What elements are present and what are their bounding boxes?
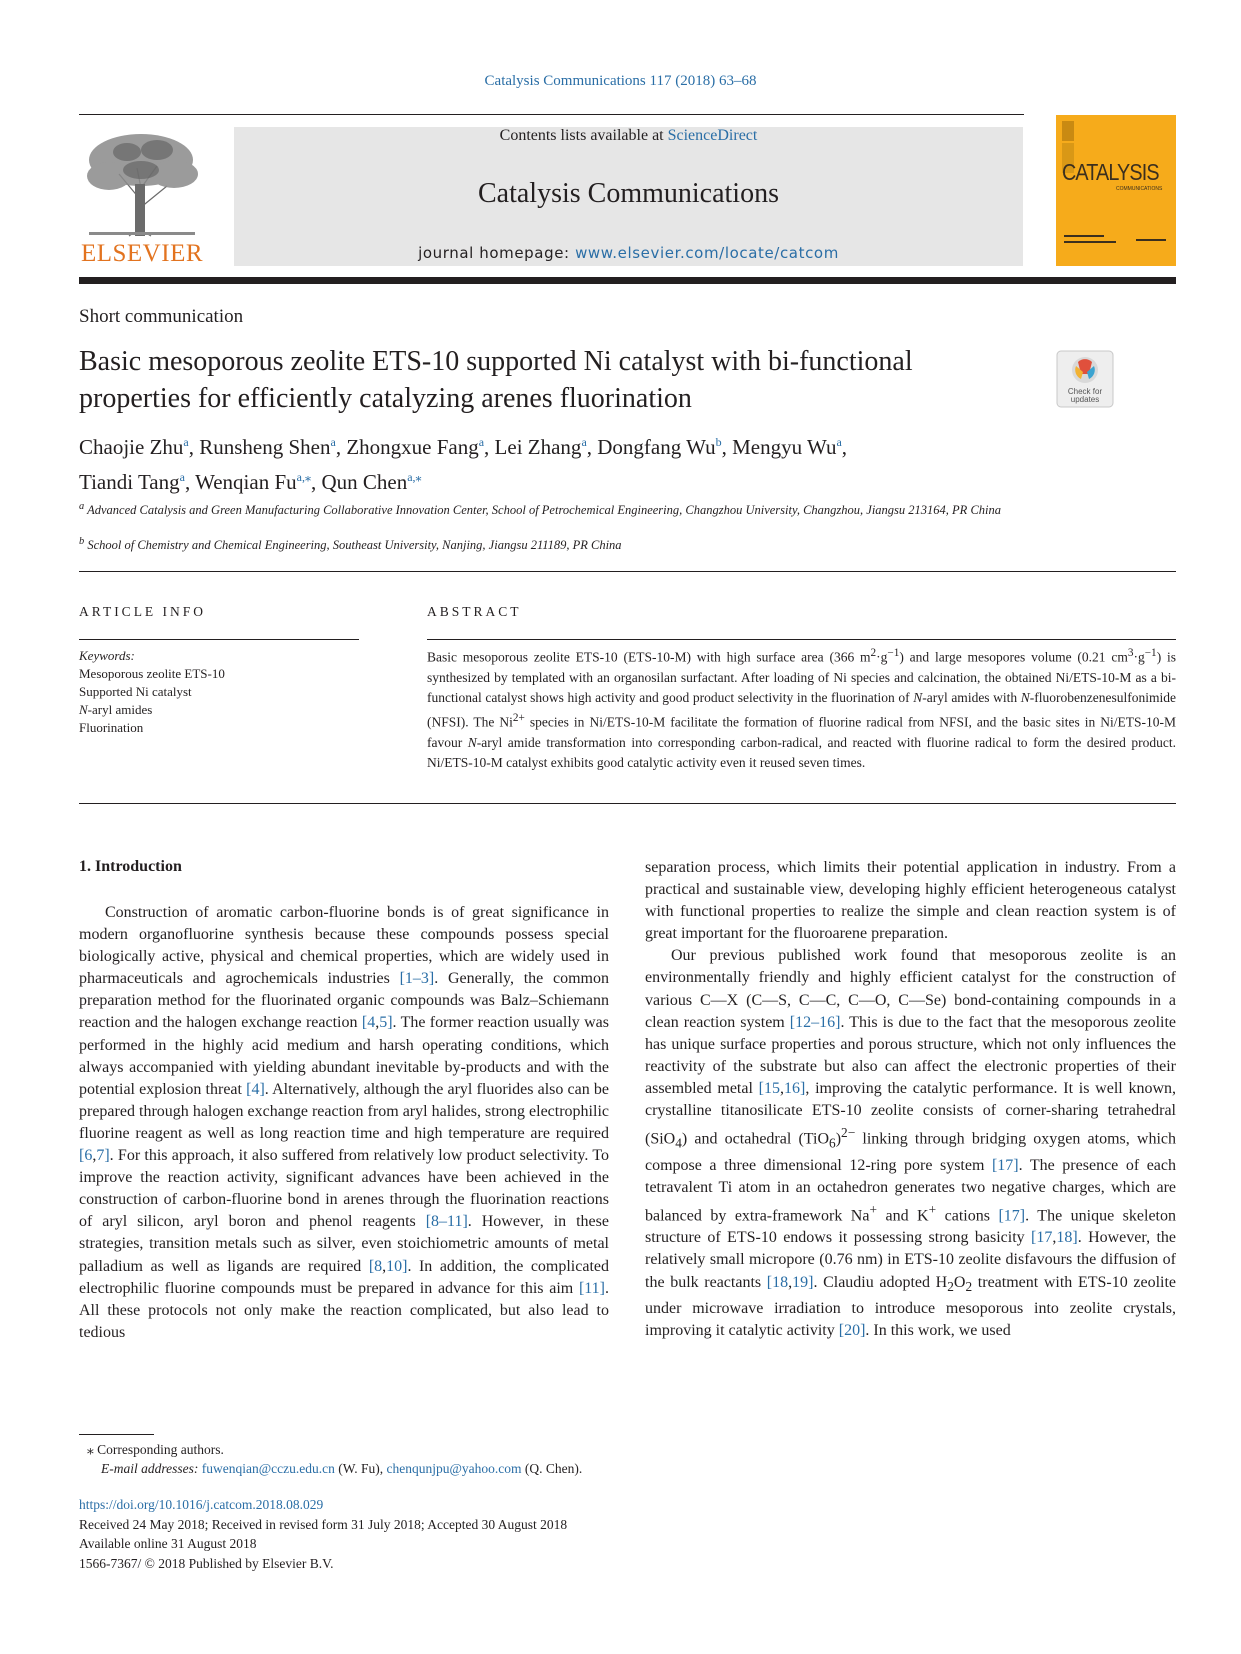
footnote bbox=[79, 1440, 979, 1478]
author-list: Chaojie Zhu$^a$, Runsheng Shen$^a$, Zhongxue Fang$^a$, Lei Zhang$^a$, Dongfang Wu$^b$, Mengyu Wu$^a$, Tiandi Tang$^a$, Wenqian $Fu^{a,⁎}$, Qun Chen$^{a,⁎}$ bbox=[79, 435, 848, 494]
citation-link[interactable]: [4 bbox=[361, 1014, 376, 1032]
article-type: Short communication bbox=[79, 306, 244, 327]
citation-link[interactable]: [11] bbox=[578, 1279, 605, 1297]
author-affiliation-mark[interactable]: b bbox=[715, 435, 722, 449]
keywords-block bbox=[79, 647, 369, 737]
intro-paragraph-1-continued: separation process, which limits their potential application in industry. From a practical and sustainable view, developing highly efficient heterogeneous catalyst with functional properties to realize the simple and clean reaction system is of great important for the fluoroarene preparation. bbox=[645, 859, 1176, 943]
footnote-rule bbox=[79, 1434, 154, 1435]
journal-homepage-link[interactable]: www.elsevier.com/locate/catcom bbox=[575, 244, 839, 262]
doi-link[interactable]: https://doi.org/10.1016/j.catcom.2018.08.029 bbox=[79, 1497, 324, 1512]
citation-link[interactable]: 18] bbox=[1056, 1229, 1078, 1247]
citation-link[interactable]: [18 bbox=[766, 1273, 789, 1291]
article-info-heading: ARTICLE INFO bbox=[79, 604, 207, 619]
copyright: 1566-7367/ © 2018 Published by Elsevier B.V. bbox=[79, 1555, 334, 1571]
author-name[interactable]: Wenqian Fu bbox=[195, 470, 297, 494]
keyword-item: Supported Ni catalyst bbox=[79, 684, 192, 699]
elsevier-wordmark: ELSEVIER bbox=[80, 240, 204, 267]
body-column-left bbox=[79, 902, 609, 1344]
journal-name: Catalysis Communications bbox=[478, 178, 779, 209]
abstract-rule bbox=[427, 639, 1176, 640]
keywords-label: Keywords: bbox=[79, 648, 135, 663]
sciencedirect-link[interactable]: ScienceDirect bbox=[667, 127, 758, 144]
author-name[interactable]: Qun Chen bbox=[321, 470, 408, 494]
check-for-updates-button[interactable] bbox=[1056, 350, 1114, 408]
cover-subtitle: COMMUNICATIONS bbox=[1116, 186, 1163, 192]
citation-link[interactable]: 16] bbox=[784, 1079, 806, 1097]
author-name[interactable]: Tiandi Tang bbox=[79, 470, 180, 494]
article-info-rule bbox=[79, 639, 359, 640]
author-name[interactable]: Runsheng Shen bbox=[199, 435, 331, 459]
author-name[interactable]: Mengyu Wu bbox=[732, 435, 837, 459]
crossmark-label-2: updates bbox=[1070, 395, 1100, 404]
author-name[interactable]: Chaojie Zhu bbox=[79, 435, 184, 459]
intro-paragraph-2: Our previous published work found that mesoporous zeolite is an environmentally friendly and highly efficient catalyst for the construction of various C—X (C—S, C—C, C—O, C—Se) bond-containing compounds in a clean reaction system [12–16]. This is due to the fact that the mesoporous zeolite has unique surface properties and porous structure, which not only influences the reactivity of the substrate but also can affect the electronic properties of their assembled metal [15,16], improving the catalytic performance. It is well known, crystalline titanosilicate ETS-10 zeolite consists of corner-sharing tetrahedral (SiO$_4$) and octahedral $(TiO_6)^{2-}$ linking through bridging oxygen atoms, which compose a three dimensional 12-ring pore system [17]. The presence of each tetravalent Ti atom in an octahedron generates two negative charges, which are balanced by extra-framework Na+ and K+ cations [17]. The unique skeleton structure of ETS-10 endows it possessing strong basicity [17,18]. However, the relatively small micropore (0.76 nm) in ETS-10 zeolite disfavours the diffusion of the bulk reactants [18,19]. Claudiu adopted $H_2O_2$ treatment with ETS-10 zeolite under microwave irradiation to introduce mesoporous into zeolite crystals, improving it catalytic activity [20]. In this work, we used bbox=[645, 947, 1177, 1339]
author-affiliation-mark[interactable]: a bbox=[581, 435, 587, 449]
citation-link[interactable]: 5] bbox=[379, 1014, 393, 1032]
citation-link[interactable]: [6 bbox=[79, 1147, 93, 1165]
elsevier-logo[interactable] bbox=[79, 128, 205, 266]
citation-link[interactable]: [17] bbox=[998, 1207, 1026, 1225]
section-rule bbox=[79, 571, 1176, 572]
author-affiliation-mark[interactable]: a bbox=[330, 435, 336, 449]
citation-link[interactable]: [17] bbox=[991, 1156, 1019, 1174]
citation-link[interactable]: 7] bbox=[96, 1147, 110, 1165]
author-name[interactable]: Dongfang Wu bbox=[597, 435, 716, 459]
author-affiliation-mark[interactable]: a,⁎ bbox=[296, 470, 311, 484]
keyword-item: N-aryl amides bbox=[79, 702, 153, 717]
citation-link[interactable]: [8–11] bbox=[425, 1213, 468, 1231]
crossmark-icon bbox=[1056, 350, 1114, 408]
author-name[interactable]: Lei Zhang bbox=[494, 435, 582, 459]
header-thick-rule bbox=[79, 277, 1176, 284]
citation-link[interactable]: [12–16] bbox=[789, 1013, 841, 1031]
keyword-item: Fluorination bbox=[79, 720, 144, 735]
citation-link[interactable]: [4] bbox=[246, 1080, 265, 1098]
contents-line: Contents lists available at ScienceDirect bbox=[499, 127, 758, 144]
author-name[interactable]: Zhongxue Fang bbox=[346, 435, 479, 459]
citation-link[interactable]: [8 bbox=[368, 1257, 383, 1275]
citation-link[interactable]: 10] bbox=[386, 1257, 408, 1275]
keyword-item: Mesoporous zeolite ETS-10 bbox=[79, 666, 225, 681]
affiliation-b: $^b$ School of Chemistry and Chemical Engineering, Southeast University, Nanjing, Jiangsu 211189, PR China bbox=[79, 536, 622, 553]
homepage-line: journal homepage: www.elsevier.com/locate/catcom bbox=[418, 244, 839, 262]
publication-metadata bbox=[79, 1495, 979, 1573]
author-affiliation-mark[interactable]: a bbox=[183, 435, 189, 449]
citation-link[interactable]: [17 bbox=[1031, 1229, 1053, 1247]
citation-link[interactable]: 19] bbox=[792, 1273, 814, 1291]
intro-paragraph-1: Construction of aromatic carbon-fluorine bonds is of great significance in modern organofluorine synthesis because these compounds possess special biologically active, physical and chemical properties, which are widely used in pharmaceuticals and agrochemicals industries [1–3]. Generally, the common preparation method for the fluorinated organic compounds was Balz–Schiemann reaction and the halogen exchange reaction [4,5]. The former reaction usually was performed in the highly acid medium and harsh operating conditions, which always accompanied with yielding abundant inevitable by-products and with the potential explosion threat [4]. Alternatively, although the aryl fluorides also can be prepared through halogen exchange reaction from aryl halides, strong electrophilic fluorine reagent as well as long reaction time and high temperature are required [6,7]. For this approach, it also suffered from relatively low product selectivity. To improve the reaction activity, significant advances have been achieved in the construction of carbon-fluorine bond in arenes through the fluorination reactions of aryl silicon, aryl boron and phenol reagents [8–11]. However, in these strategies, transition metals such as silver, even stoichiometric amounts of metal palladium as well as ligands are required [8,10]. In addition, the complicated electrophilic fluorine compounds must be prepared in advance for this aim [11]. All these protocols not only make the reaction complicated, but also lead to tedious bbox=[79, 904, 610, 1341]
abstract-heading: ABSTRACT bbox=[427, 604, 522, 619]
abstract-text: Basic mesoporous zeolite ETS-10 (ETS-10-M) with high surface area (366 $m^2\cdot g^{-1}$) and large mesopores volume (0.21 $cm^3\cdot g^{-1}$) is synthesized by templated with an organosilan surfactant. After loading of Ni species and calcination, the obtained Ni/ETS-10-M as a bi-functional catalyst shows high activity and good product selectivity in the fluorination of N-aryl amides with N-fluorobenzenesulfonimide (NFSI). The $Ni^{2+}$ species in Ni/ETS-10-M facilitate the formation of fluorine radical from NFSI, and the basic sites in Ni/ETS-10-M favour N-aryl amide transformation into corresponding carbon-radical, and reacted with fluorine radical to form the desired product. Ni/ETS-10-M catalyst exhibits good catalytic activity even it reused seven times. bbox=[427, 647, 1176, 771]
citation-link[interactable]: [20] bbox=[838, 1321, 866, 1339]
author-affiliation-mark[interactable]: a bbox=[179, 470, 185, 484]
elsevier-tree-icon bbox=[79, 128, 205, 238]
citation-link[interactable]: [15 bbox=[758, 1079, 780, 1097]
crossmark-label-1: Check for bbox=[1067, 387, 1103, 396]
online-date: Available online 31 August 2018 bbox=[79, 1536, 257, 1551]
affiliation-a: $^a$ Advanced Catalysis and Green Manufacturing Collaborative Innovation Center, School of Petrochemical Engineering, Changzhou University, Changzhou, Jiangsu 213164, PR China bbox=[79, 501, 1002, 518]
running-head[interactable]: Catalysis Communications 117 (2018) 63–68 bbox=[484, 73, 757, 89]
introduction-heading: 1. Introduction bbox=[79, 858, 182, 875]
email-link[interactable]: fuwenqian@cczu.edu.cn bbox=[201, 1461, 335, 1476]
author-affiliation-mark[interactable]: a,⁎ bbox=[407, 470, 422, 484]
article-title: Basic mesoporous zeolite ETS-10 supported Ni catalyst with bi-functional properties for efficiently catalyzing arenes fluorination bbox=[79, 346, 913, 414]
received-dates: Received 24 May 2018; Received in revised form 31 July 2018; Accepted 30 August 2018 bbox=[79, 1516, 568, 1532]
journal-cover-thumbnail[interactable] bbox=[1056, 115, 1176, 266]
abstract-bottom-rule bbox=[79, 803, 1176, 804]
body-column-right bbox=[645, 857, 1176, 1342]
author-affiliation-mark[interactable]: a bbox=[836, 435, 842, 449]
cover-title: CATALYSIS bbox=[1062, 159, 1159, 185]
author-affiliation-mark[interactable]: a bbox=[478, 435, 485, 449]
citation-link[interactable]: [1–3] bbox=[399, 970, 435, 988]
top-rule bbox=[79, 114, 1024, 115]
email-line: E-mail addresses: fuwenqian@cczu.edu.cn (W. Fu), chenqunjpu@yahoo.com (Q. Chen). bbox=[101, 1461, 583, 1476]
corresponding-note: ⁎ Corresponding authors. bbox=[87, 1442, 224, 1457]
journal-masthead bbox=[234, 127, 1023, 266]
email-link[interactable]: chenqunjpu@yahoo.com bbox=[386, 1461, 522, 1476]
